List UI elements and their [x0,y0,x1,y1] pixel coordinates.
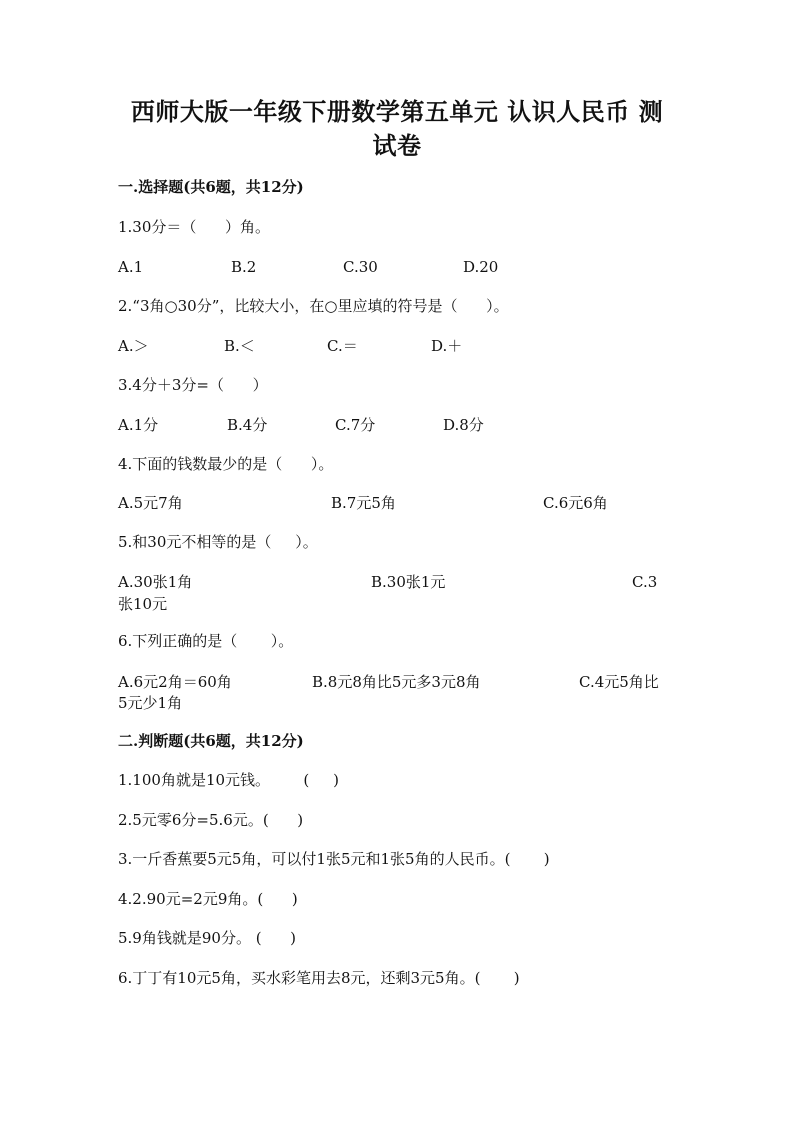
section1-question-4: 4.下面的钱数最少的是（ ）。 [118,455,334,473]
section2-question-1: 1.100角就是10元钱。 ( ) [118,771,339,789]
q5-option-a: A.30张1角 [118,573,193,591]
section2-question-3: 3.一斤香蕉要5元5角，可以付1张5元和1张5角的人民币。( ) [118,850,550,868]
section1-heading: 一.选择题(共6题，共12分) [118,178,304,196]
section1-question-5: 5.和30元不相等的是（ ）。 [118,533,318,551]
q6-option-b: B.8元8角比5元多3元8角 [312,673,481,691]
document-title-line2: 试卷 [372,131,422,160]
q1-option-c: C.30 [343,258,378,276]
q6-option-a: A.6元2角＝60角 [118,673,232,691]
section2-question-2: 2.5元零6分=5.6元。( ) [118,811,304,829]
q4-option-a: A.5元7角 [118,494,183,512]
q6-option-c: C.4元5角比 [579,673,659,691]
q4-option-c: C.6元6角 [543,494,608,512]
section1-question-1: 1.30分＝（ ）角。 [118,218,271,236]
q3-option-b: B.4分 [227,416,268,434]
document-title-line1: 西师大版一年级下册数学第五单元 认识人民币 测 [130,97,664,126]
section1-question-3: 3.4分＋3分=（ ） [118,376,268,394]
q1-option-d: D.20 [463,258,499,276]
q1-option-b: B.2 [231,258,257,276]
q5-option-c: C.3 [632,573,658,591]
section1-question-6: 6.下列正确的是（ ）。 [118,632,294,650]
section1-question-2: 2.“3角○30分”，比较大小，在○里应填的符号是（ ）。 [118,297,509,315]
q3-option-c: C.7分 [335,416,376,434]
section2-question-6: 6.丁丁有10元5角，买水彩笔用去8元，还剩3元5角。( ) [118,969,520,987]
q1-option-a: A.1 [118,258,144,276]
q6-option-c-continuation: 5元少1角 [118,694,183,712]
q3-option-a: A.1分 [118,416,159,434]
q5-option-c-continuation: 张10元 [118,595,168,613]
q2-option-a: A.＞ [118,337,149,355]
q2-option-d: D.＋ [431,337,463,355]
section2-question-4: 4.2.90元=2元9角。( ) [118,890,298,908]
section2-question-5: 5.9角钱就是90分。 ( ) [118,929,297,947]
q2-option-c: C.＝ [327,337,358,355]
q3-option-d: D.8分 [443,416,484,434]
q2-option-b: B.＜ [224,337,255,355]
section2-heading: 二.判断题(共6题，共12分) [118,732,304,750]
q4-option-b: B.7元5角 [331,494,396,512]
q5-option-b: B.30张1元 [371,573,446,591]
